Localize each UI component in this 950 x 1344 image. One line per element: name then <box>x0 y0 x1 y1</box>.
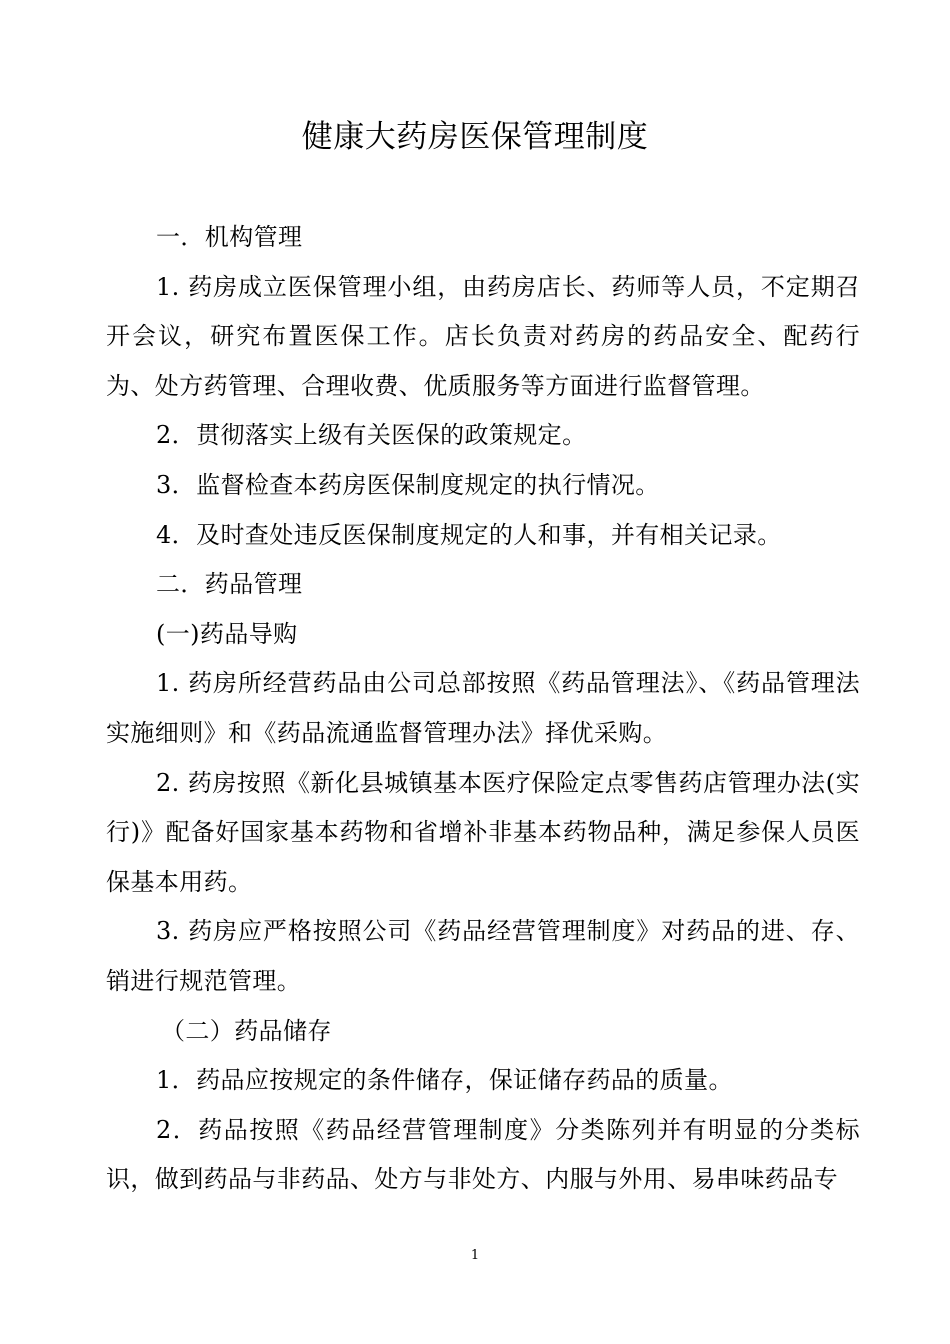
section-heading-drug-management: 二．药品管理 <box>156 570 303 599</box>
subsection-heading-drug-guide: (一)药品导购 <box>156 619 298 648</box>
paragraph: 3．监督检查本药房医保制度规定的执行情况。 <box>156 470 660 499</box>
paragraph: 4．及时查处违反医保制度规定的人和事，并有相关记录。 <box>156 520 782 549</box>
section-heading-organization: 一．机构管理 <box>156 223 303 251</box>
paragraph: 1．药品应按规定的条件储存，保证储存药品的质量。 <box>156 1066 733 1095</box>
page-number: 1 <box>470 1248 480 1263</box>
document-title: 健康大药房医保管理制度 <box>301 119 649 155</box>
document-body <box>106 213 860 1205</box>
paragraph: 1. 药房成立医保管理小组，由药房店长、药师等人员，不定期召开会议，研究布置医保工作。店长负责对药房的药品安全、配药行为、处方药管理、合理收费、优质服务等方面进行监督管理。 <box>106 272 860 400</box>
paragraph: 2．贯彻落实上级有关医保的政策规定。 <box>156 421 587 450</box>
subsection-heading-drug-storage: （二）药品储存 <box>161 1016 332 1045</box>
paragraph: 2. 药房按照《新化县城镇基本医疗保险定点零售药店管理办法(实行)》配备好国家基本药物和省增补非基本药物品种，满足参保人员医保基本用药。 <box>106 768 860 896</box>
paragraph: 1. 药房所经营药品由公司总部按照《药品管理法》、《药品管理法实施细则》和《药品流通监督管理办法》择优采购。 <box>106 669 860 747</box>
paragraph: 2．药品按照《药品经营管理制度》分类陈列并有明显的分类标识，做到药品与非药品、处方与非处方、内服与外用、易串味药品专 <box>106 1115 860 1194</box>
paragraph: 3. 药房应严格按照公司《药品经营管理制度》对药品的进、存、销进行规范管理。 <box>106 917 860 995</box>
